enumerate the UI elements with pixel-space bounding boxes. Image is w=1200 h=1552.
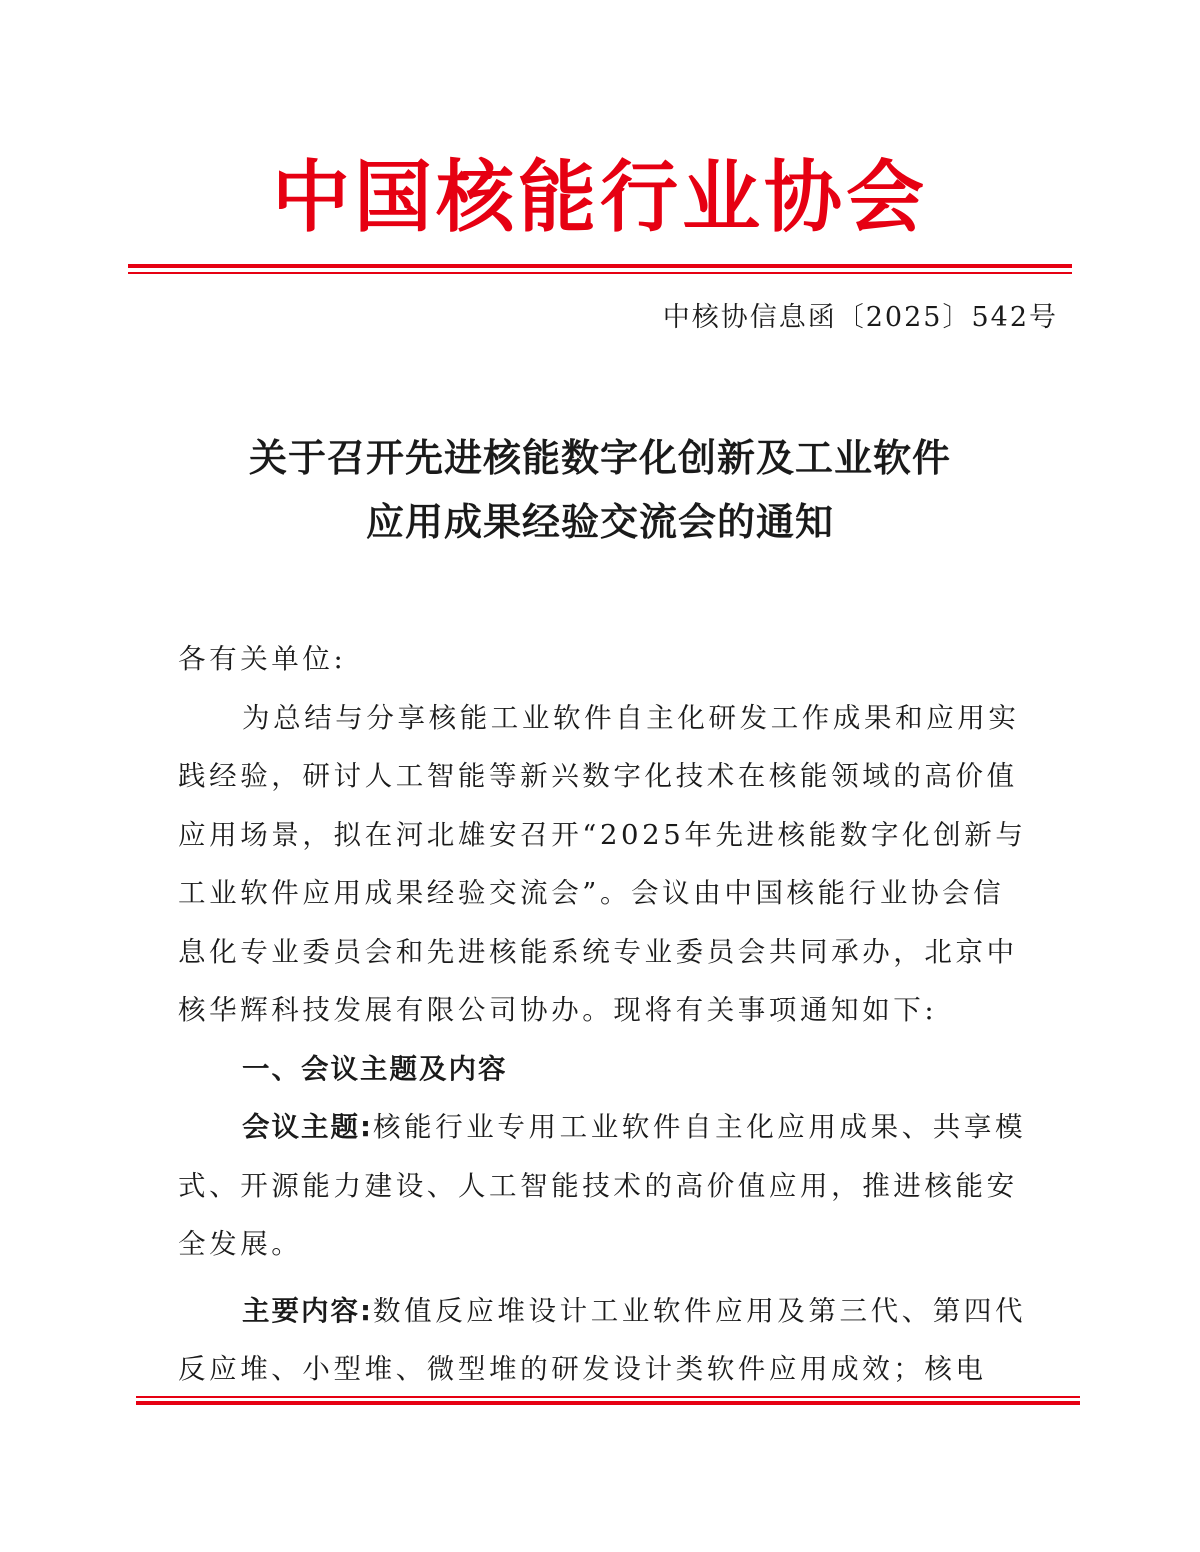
letterhead-organization-title: 中国核能行业协会 xyxy=(271,153,928,243)
main-content-label: 主要内容: xyxy=(242,1294,373,1327)
main-content-text: 数值反应堆设计工业软件应用及第三代、第四代反应堆、小型堆、微型堆的研发设计类软件应用成效；核电 xyxy=(178,1294,1027,1385)
footer-divider-thin xyxy=(136,1396,1080,1398)
document-body xyxy=(178,630,1028,1399)
document-number: 中核协信息函〔2025〕542号 xyxy=(662,302,1058,333)
meeting-theme-text: 核能行业专用工业软件自主化应用成果、共享模式、开源能力建设、人工智能技术的高价值应用，推进核能安全发展。 xyxy=(178,1111,1027,1260)
document-title-line-1: 关于召开先进核能数字化创新及工业软件 xyxy=(248,436,951,480)
footer-divider-thick xyxy=(136,1401,1080,1405)
letterhead-divider-thick xyxy=(128,264,1072,268)
document-title-line-2: 应用成果经验交流会的通知 xyxy=(365,500,834,544)
main-content-paragraph xyxy=(178,1282,1028,1399)
meeting-theme-paragraph xyxy=(178,1098,1028,1274)
salutation: 各有关单位: xyxy=(178,643,347,675)
document-title xyxy=(0,426,1200,554)
meeting-theme-label: 会议主题: xyxy=(242,1111,373,1143)
letterhead-divider-thin xyxy=(128,272,1072,274)
intro-paragraph: 为总结与分享核能工业软件自主化研发工作成果和应用实践经验，研讨人工智能等新兴数字化技术在核能领域的高价值应用场景，拟在河北雄安召开“2025年先进核能数字化创新与工业软件应用成果经验交流会”。会议由中国核能行业协会信息化专业委员会和先进核能系统专业委员会共同承办，北京中核华辉科技发展有限公司协办。现将有关事项通知如下: xyxy=(178,701,1027,1026)
section-heading-1: 一、会议主题及内容 xyxy=(242,1052,508,1085)
